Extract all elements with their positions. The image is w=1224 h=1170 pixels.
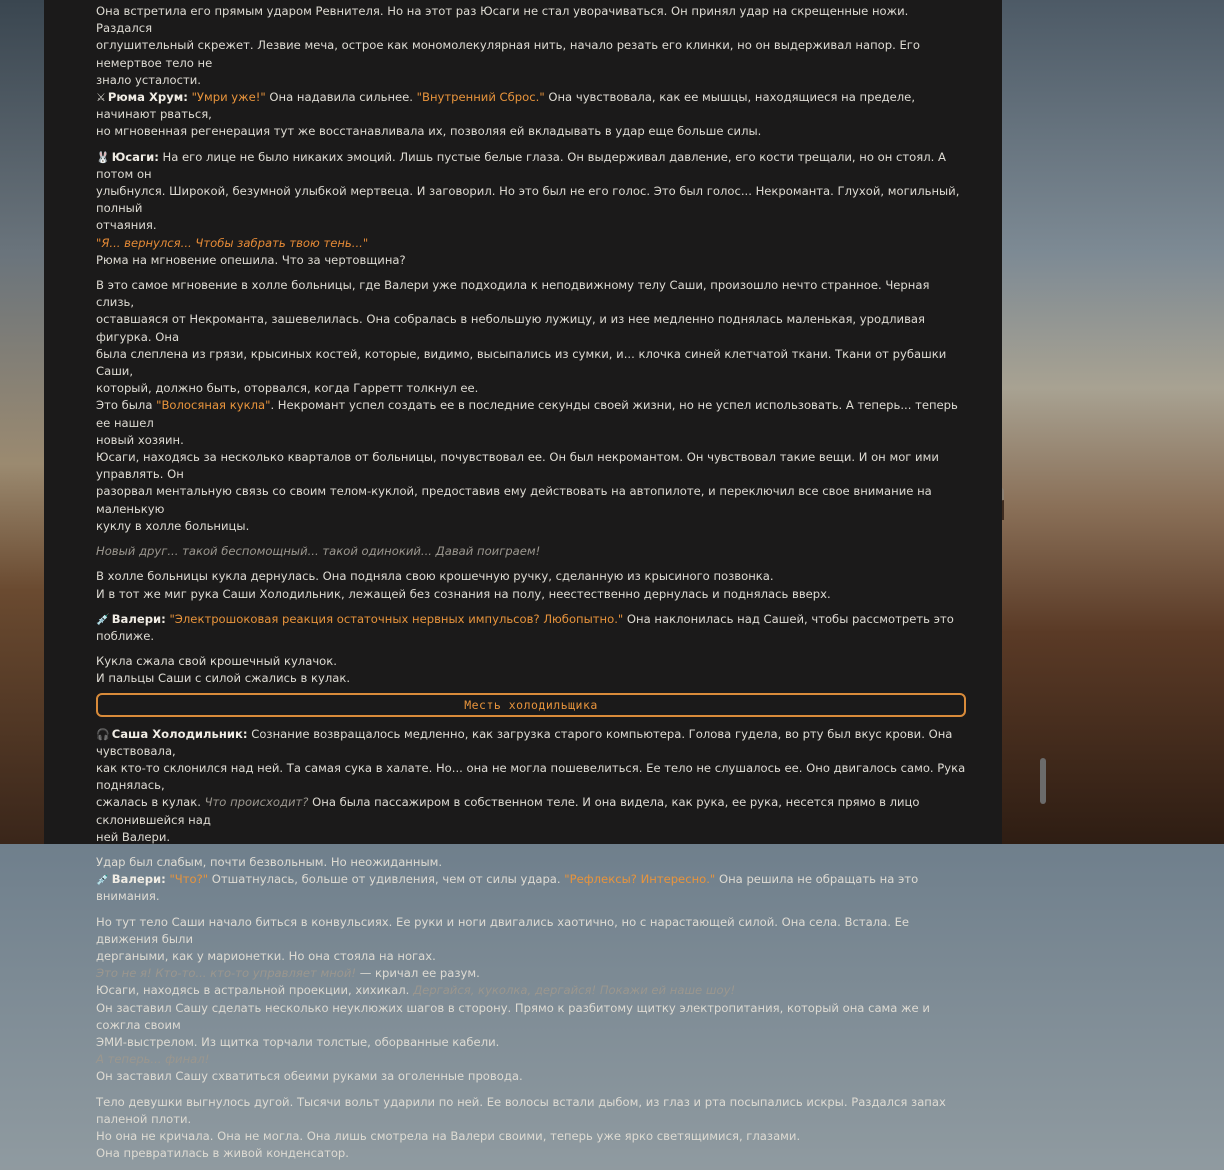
- text: . Некромант успел создать ее в последние секунды своей жизни, но не успел использовать. А теперь... теперь ее нашел: [96, 398, 958, 430]
- italic-quote: "Я... вернулся... Чтобы забрать твою тень...": [96, 235, 369, 250]
- paragraph: [96, 1094, 966, 1163]
- paragraph: [96, 914, 966, 1086]
- paragraph: [96, 568, 966, 602]
- paragraph: [96, 726, 966, 846]
- text: Она чувствовала, как ее мышцы, находящиеся на пределе, начинают рваться,: [96, 90, 916, 122]
- thought-line: Новый друг... такой беспомощный... такой одинокий... Давай поиграем!: [96, 544, 541, 559]
- text-line: [96, 794, 966, 828]
- text: Это была: [96, 398, 153, 413]
- thought-line: А теперь... финал!: [96, 1052, 210, 1067]
- speaker-name: Юсаги:: [111, 149, 159, 164]
- background-left: [0, 0, 44, 844]
- text: Отшатнулась, больше от удивления, чем от силы удара.: [211, 872, 561, 887]
- paragraph: [96, 611, 966, 645]
- dialogue-line: [96, 726, 966, 760]
- scrollbar-thumb[interactable]: [1040, 758, 1046, 804]
- chat-panel: [44, 0, 1002, 1161]
- thought: Это не я! Кто-то... кто-то управляет мной!: [96, 966, 357, 981]
- dialogue-line: [96, 89, 966, 123]
- paragraph: [96, 543, 966, 560]
- quote: "Рефлексы? Интересно.": [564, 872, 716, 887]
- quote: "Внутренний Сброс.": [416, 90, 545, 105]
- text-line: В это самое мгновение в холле больницы, где Валери уже подходила к неподвижному телу Саши, произошло нечто странное. Черная слизь,: [96, 278, 930, 310]
- text-line: Тело девушки выгнулось дугой. Тысячи вольт ударили по ней. Ее волосы встали дыбом, из глаз и рта посыпались искры. Раздался запах паленой плоти.: [96, 1094, 946, 1126]
- text: Она наклонилась над Сашей, чтобы рассмотреть это поближе.: [96, 611, 954, 643]
- quote: "Электрошоковая реакция остаточных нервных импульсов? Любопытно.": [169, 611, 624, 626]
- text: На его лице не было никаких эмоций. Лишь пустые белые глаза. Он выдерживал давление, его кости трещали, но он стоял. А потом он: [96, 149, 946, 181]
- chapter-header: Месть холодильщика: [96, 693, 966, 717]
- text-line: ней Валери.: [96, 829, 171, 844]
- text-line: Она превратилась в живой конденсатор.: [96, 1146, 349, 1161]
- text-line: дергаными, как у марионетки. Но она стояла на ногах.: [96, 948, 436, 963]
- headphones-icon: 🎧: [96, 727, 110, 741]
- paragraph: [96, 149, 966, 269]
- dialogue-line: [96, 611, 966, 645]
- text-line: Он заставил Сашу сделать несколько неуклюжих шагов в сторону. Прямо к разбитому щитку электропитания, который она сама же и сожгла своим: [96, 1000, 930, 1032]
- text-line: Удар был слабым, почти безвольным. Но неожиданным.: [96, 854, 443, 869]
- text: Она была пассажиром в собственном теле. И она видела, как рука, ее рука, несется прямо в лицо склонившейся над: [96, 795, 920, 827]
- text-line: разорвал ментальную связь со своим телом-куклой, предоставив ему действовать на автопилоте, и переключил все свое внимание на маленькую: [96, 484, 932, 516]
- text-line: [96, 965, 966, 982]
- text-line: Юсаги, находясь за несколько кварталов от больницы, почувствовал ее. Он был некромантом. Он чувствовал такие вещи. И он мог ими управлять. Он: [96, 450, 939, 482]
- text-line: который, должно быть, оторвался, когда Гарретт толкнул ее.: [96, 381, 479, 396]
- text-line: новый хозяин.: [96, 432, 184, 447]
- text-line: Но она не кричала. Она не могла. Она лишь смотрела на Валери своими, теперь уже ярко светящимися, глазами.: [96, 1128, 801, 1143]
- dialogue-line: [96, 871, 966, 905]
- paragraph: [96, 277, 966, 535]
- text: Юсаги, находясь в астральной проекции, хихикал.: [96, 983, 410, 998]
- text-line: оставшаяся от Некроманта, зашевелилась. Она собралась в небольшую лужицу, и из нее медленно поднялась маленькая, уродливая фигурка. Она: [96, 312, 925, 344]
- speaker-name: Валери:: [111, 872, 166, 887]
- quote: "Что?": [169, 872, 209, 887]
- paragraph: [96, 3, 966, 141]
- text-line: Она встретила его прямым ударом Ревнителя. Но на этот раз Юсаги не стал уворачиваться. Он принял удар на скрещенные ножи. Раздался: [96, 4, 909, 36]
- text: Она надавила сильнее.: [269, 90, 413, 105]
- text-line: как кто-то склонился над ней. Та самая сука в халате. Но... она не могла пошевелиться. Ее тело не слушалось ее. Оно двигалось само. Рука поднялась,: [96, 760, 966, 793]
- syringe-icon: 💉: [96, 612, 110, 626]
- text-line: Но тут тело Саши начало биться в конвульсиях. Ее руки и ноги двигались хаотично, но с нарастающей силой. Она села. Встала. Ее движения были: [96, 914, 910, 946]
- scrollbar[interactable]: [1040, 0, 1046, 844]
- text-line: И в тот же миг рука Саши Холодильник, лежащей без сознания на полу, неестественно дернулась и поднялась вверх.: [96, 586, 831, 601]
- text-line: [96, 982, 966, 999]
- quote: "Волосяная кукла": [156, 398, 271, 413]
- text-line: И пальцы Саши с силой сжались в кулак.: [96, 671, 351, 686]
- paragraph: [96, 653, 966, 687]
- text-line: куклу в холле больницы.: [96, 518, 250, 533]
- background-right: [1002, 0, 1224, 844]
- text-line: знало усталости.: [96, 72, 201, 87]
- text: — кричал ее разум.: [359, 966, 480, 981]
- thought: Что происходит?: [204, 795, 309, 810]
- syringe-icon: 💉: [96, 873, 110, 887]
- story-content: [96, 3, 966, 1170]
- swords-icon: ⚔: [96, 91, 106, 105]
- text-line: Кукла сжала свой крошечный кулачок.: [96, 654, 337, 669]
- paragraph: [96, 854, 966, 906]
- text-line: улыбнулся. Широкой, безумной улыбкой мертвеца. И заговорил. Но это был не его голос. Это был голос... Некроманта. Глухой, могильный, полный: [96, 184, 960, 216]
- text-line: ЭМИ-выстрелом. Из щитка торчали толстые, оборванные кабели.: [96, 1034, 500, 1049]
- speaker-name: Валери:: [111, 611, 166, 626]
- speaker-name: Рюма Хрум:: [107, 90, 188, 105]
- text: Сознание возвращалось медленно, как загрузка старого компьютера. Голова гудела, во рту был вкус крови. Она чувствовала,: [96, 726, 953, 758]
- text-line: Рюма на мгновение опешила. Что за чертовщина?: [96, 252, 406, 267]
- text-line: оглушительный скрежет. Лезвие меча, острое как мономолекулярная нить, начало резать его клинки, но он выдерживал напор. Его немертвое тело не: [96, 38, 920, 70]
- text-line: отчаяния.: [96, 218, 157, 233]
- text-line: [96, 397, 966, 431]
- speaker-name: Саша Холодильник:: [111, 726, 248, 741]
- text-line: но мгновенная регенерация тут же восстанавливала их, позволяя ей вкладывать в удар еще больше силы.: [96, 124, 762, 139]
- rabbit-icon: 🐰: [96, 150, 110, 164]
- dialogue-line: [96, 149, 966, 183]
- text-line: В холле больницы кукла дернулась. Она подняла свою крошечную ручку, сделанную из крысиного позвонка.: [96, 569, 774, 584]
- text: Она решила не обращать на это внимания.: [96, 872, 919, 904]
- text-line: Он заставил Сашу схватиться обеими руками за оголенные провода.: [96, 1069, 523, 1084]
- quote: "Умри уже!": [191, 90, 266, 105]
- text: сжалась в кулак.: [96, 795, 201, 810]
- text-line: была слеплена из грязи, крысиных костей, которые, видимо, высыпались из сумки, и... клочка синей клетчатой ткани. Ткани от рубашки Саши,: [96, 346, 947, 379]
- thought: Дергайся, куколка, дергайся! Покажи ей наше шоу!: [413, 983, 736, 998]
